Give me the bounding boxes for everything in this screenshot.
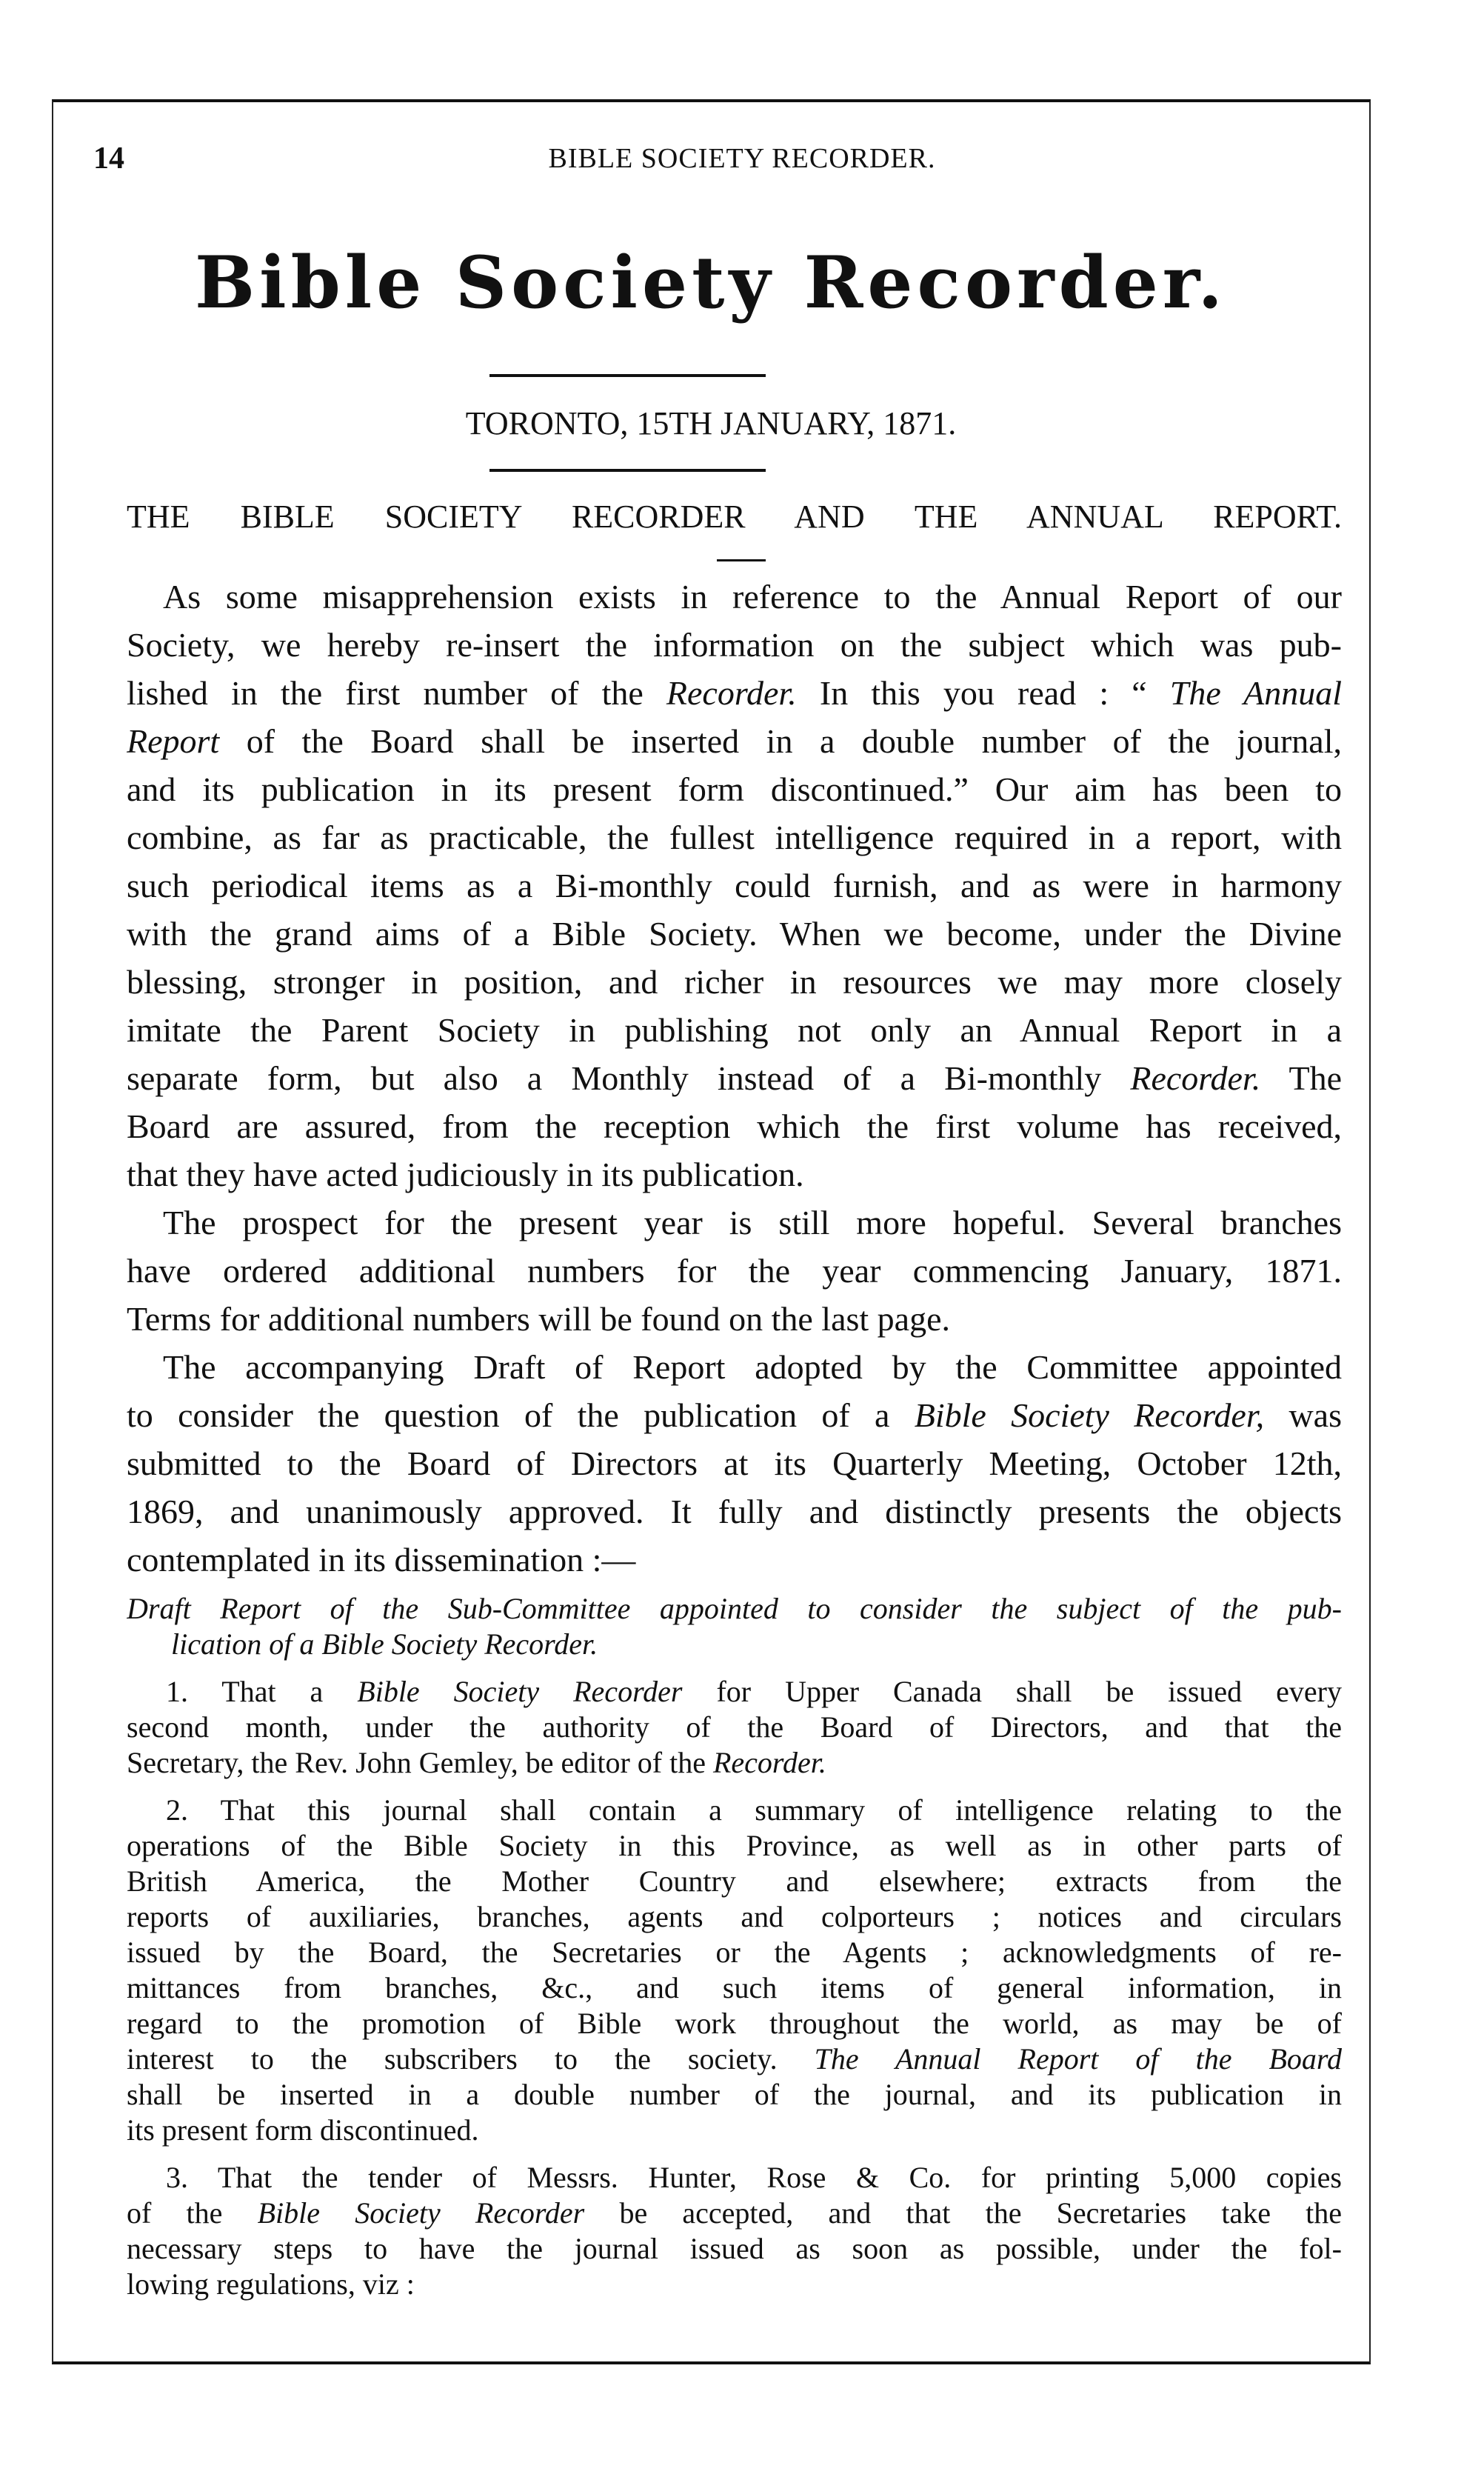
text-segment: 3. That the tender of Messrs. Hunter, Rose & Co. for printing 5,000 copies [166, 2161, 1342, 2194]
article-paragraphs [127, 573, 1342, 1584]
dateline: TORONTO, 15TH JANUARY, 1871. [465, 405, 957, 441]
text-line [127, 2041, 1342, 2077]
text-line [127, 2196, 1342, 2231]
text-line [127, 1710, 1342, 1745]
text-segment: lication of a Bible Society Recorder. [171, 1627, 598, 1661]
text-segment: Board are assured, from the reception which the first volume has received, [127, 1107, 1342, 1145]
paragraph [127, 1343, 1342, 1584]
italic-text: Recorder. [1130, 1059, 1261, 1097]
text-segment: was [1264, 1396, 1342, 1434]
text-line [127, 910, 1342, 958]
text-segment: The [1260, 1059, 1342, 1097]
text-segment: blessing, stronger in position, and richer in resources we may more closely [127, 963, 1342, 1001]
italic-text: The Annual [1169, 674, 1342, 712]
text-line [127, 1487, 1342, 1536]
text-segment: have ordered additional numbers for the year commencing January, 1871. [127, 1252, 1342, 1290]
text-segment: 1869, and unanimously approved. It fully and distinctly presents the objects [127, 1493, 1342, 1530]
italic-text: Bible Society Recorder [357, 1675, 683, 1708]
text-segment: interest to the subscribers to the society. [127, 2042, 815, 2076]
text-segment: its present form discontinued. [127, 2113, 479, 2147]
masthead-title: Bible Society Recorder. [195, 241, 1227, 324]
text-line [127, 2006, 1342, 2041]
italic-text: Recorder. [712, 1746, 826, 1779]
text-segment: issued by the Board, the Secretaries or the Agents ; acknowledgments of re- [127, 1936, 1342, 1969]
text-segment: shall be inserted in a double number of the journal, and its publication in [127, 2078, 1342, 2111]
text-segment: 2. That this journal shall contain a summary of intelligence relating to the [166, 1793, 1342, 1827]
text-segment: regard to the promotion of Bible work throughout the world, as may be of [127, 2007, 1342, 2040]
paragraph [127, 573, 1342, 1199]
running-head: BIBLE SOCIETY RECORDER. [548, 143, 936, 174]
draft-report [127, 1591, 1342, 2302]
text-line [127, 1864, 1342, 1899]
article-heading: THE BIBLE SOCIETY RECORDER AND THE ANNUAL REPORT. [127, 499, 1342, 535]
text-line [127, 2231, 1342, 2267]
text-segment: second month, under the authority of the Board of Directors, and that the [127, 1710, 1342, 1744]
text-line [127, 1627, 1342, 1662]
text-segment: of the Board shall be inserted in a double number of the journal, [219, 722, 1342, 760]
text-segment: 1. That a [166, 1675, 358, 1708]
text-segment: reports of auxiliaries, branches, agents and colporteurs ; notices and circulars [127, 1900, 1342, 1933]
text-line [127, 1591, 1342, 1627]
text-segment: submitted to the Board of Directors at its Quarterly Meeting, October 12th, [127, 1444, 1342, 1482]
text-segment: to consider the question of the publication of a [127, 1396, 915, 1434]
text-line [127, 1793, 1342, 1828]
italic-text: Recorder. [666, 674, 797, 712]
divider [489, 374, 766, 377]
text-line [127, 1247, 1342, 1295]
text-segment: lowing regulations, viz : [127, 2267, 415, 2301]
text-segment: British America, the Mother Country and elsewhere; extracts from the [127, 1864, 1342, 1898]
text-line [127, 1391, 1342, 1439]
text-line [127, 2267, 1342, 2302]
draft-report-item [127, 2160, 1342, 2302]
text-line [127, 1102, 1342, 1150]
draft-report-item [127, 1674, 1342, 1781]
text-segment: The accompanying Draft of Report adopted by the Committee appointed [163, 1348, 1342, 1386]
text-line [127, 1199, 1342, 1247]
text-segment: operations of the Bible Society in this Province, as well as in other parts of [127, 1829, 1342, 1862]
text-segment: such periodical items as a Bi-monthly could furnish, and as were in harmony [127, 867, 1342, 904]
text-segment: separate form, but also a Monthly instead of a Bi-monthly [127, 1059, 1131, 1097]
text-segment: be accepted, and that the Secretaries take the [584, 2196, 1342, 2230]
text-segment: imitate the Parent Society in publishing not only an Annual Report in a [127, 1011, 1342, 1049]
paragraph [127, 1199, 1342, 1343]
text-line [127, 1745, 1342, 1781]
text-line [127, 2077, 1342, 2113]
text-segment: mittances from branches, &c., and such items of general information, in [127, 1971, 1342, 2004]
divider [489, 469, 766, 472]
italic-text: Bible Society Recorder, [914, 1396, 1265, 1434]
text-segment: Terms for additional numbers will be found on the last page. [127, 1300, 951, 1338]
text-line [127, 1935, 1342, 1970]
text-segment: Draft Report of the Sub-Committee appointed to consider the subject of the pub- [127, 1592, 1342, 1625]
text-segment: and its publication in its present form discontinued.” Our aim has been to [127, 770, 1342, 808]
text-segment: In this you read : “ [796, 674, 1170, 712]
text-line [127, 958, 1342, 1006]
text-line [127, 1295, 1342, 1343]
text-line [127, 2113, 1342, 2148]
text-line [127, 813, 1342, 861]
text-line [127, 573, 1342, 621]
draft-report-items [127, 1674, 1342, 2302]
text-segment: that they have acted judiciously in its publication. [127, 1156, 804, 1193]
text-line [127, 621, 1342, 669]
text-line [127, 765, 1342, 813]
italic-text: Report [127, 722, 220, 760]
text-segment: Society, we hereby re-insert the information on the subject which was pub- [127, 626, 1342, 664]
text-line [127, 1006, 1342, 1054]
page-number: 14 [93, 141, 124, 176]
text-segment: Secretary, the Rev. John Gemley, be editor of the [127, 1746, 713, 1779]
text-segment: with the grand aims of a Bible Society. When we become, under the Divine [127, 915, 1342, 953]
text-line [127, 861, 1342, 910]
text-line [127, 1536, 1342, 1584]
text-line [127, 1899, 1342, 1935]
article-body [127, 573, 1342, 2302]
text-line [127, 1150, 1342, 1199]
text-segment: The prospect for the present year is still more hopeful. Several branches [163, 1204, 1342, 1241]
text-segment: necessary steps to have the journal issued as soon as possible, under the fol- [127, 2232, 1342, 2265]
text-segment: combine, as far as practicable, the fullest intelligence required in a report, with [127, 819, 1342, 856]
text-line [127, 1343, 1342, 1391]
divider [717, 559, 766, 561]
text-line [127, 2160, 1342, 2196]
italic-text: The Annual Report of the Board [814, 2042, 1342, 2076]
text-line [127, 1970, 1342, 2006]
text-line [127, 1828, 1342, 1864]
text-segment: for Upper Canada shall be issued every [682, 1675, 1342, 1708]
text-line [127, 1439, 1342, 1487]
text-line [127, 669, 1342, 717]
text-line [127, 717, 1342, 765]
text-segment: contemplated in its dissemination :— [127, 1541, 636, 1578]
draft-report-item [127, 1793, 1342, 2148]
text-line [127, 1674, 1342, 1710]
text-line [127, 1054, 1342, 1102]
text-segment: As some misapprehension exists in reference to the Annual Report of our [163, 578, 1342, 616]
draft-report-heading [127, 1591, 1342, 1662]
text-segment: lished in the first number of the [127, 674, 666, 712]
italic-text: Bible Society Recorder [257, 2196, 585, 2230]
text-segment: of the [127, 2196, 258, 2230]
